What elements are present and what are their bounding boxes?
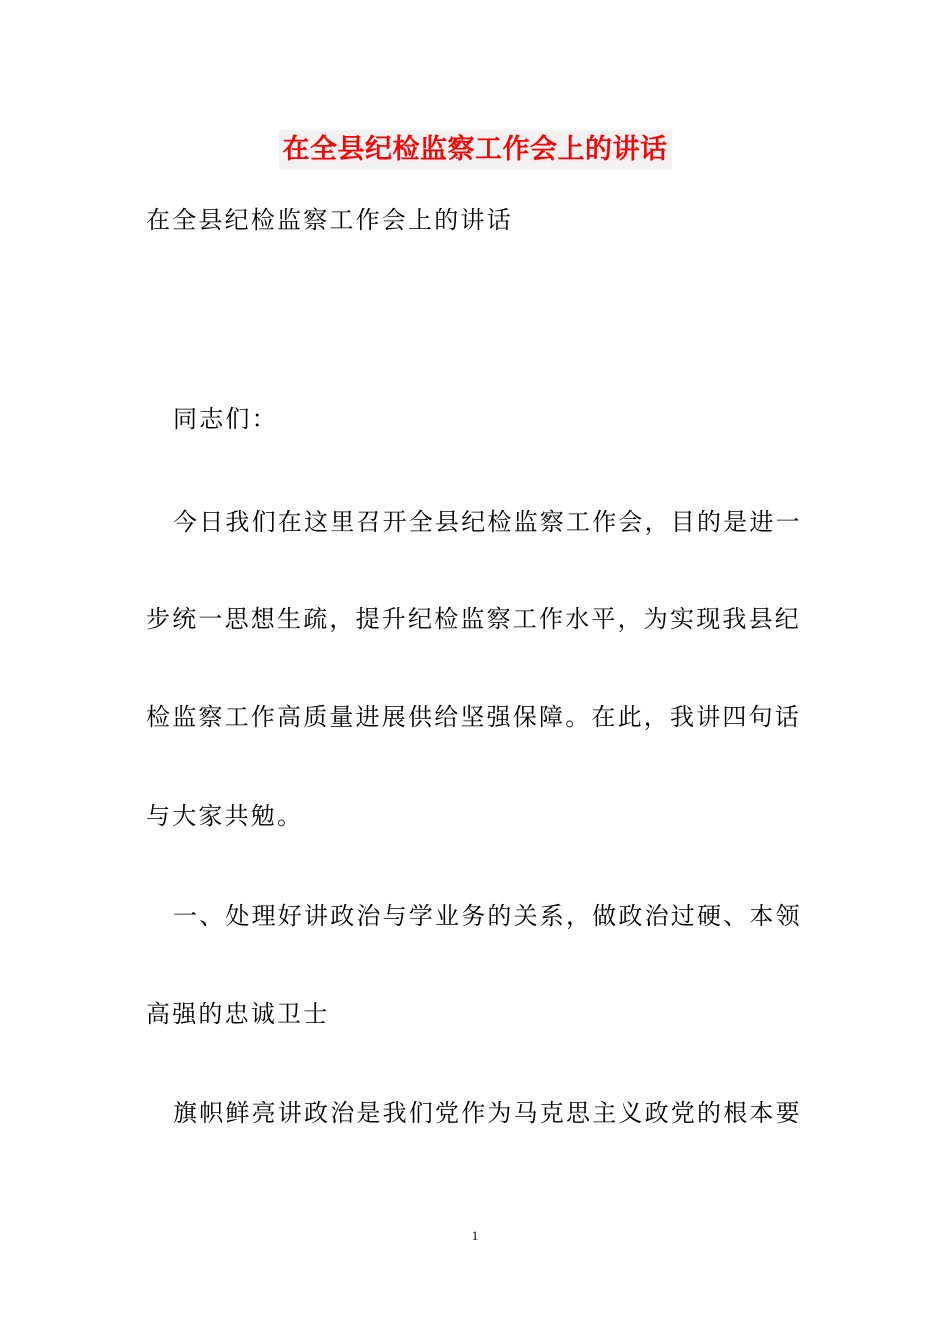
section-heading-line: 一、处理好讲政治与学业务的关系，做政治过硬、本领 (173, 902, 802, 930)
document-subtitle: 在全县纪检监察工作会上的讲话 (146, 206, 513, 234)
document-title-text: 在全县纪检监察工作会上的讲话 (279, 130, 672, 170)
section-heading-line: 高强的忠诚卫士 (146, 1000, 330, 1028)
paragraph-line: 步统一思想生疏，提升纪检监察工作水平，为实现我县纪 (146, 605, 801, 633)
paragraph-line: 今日我们在这里召开全县纪检监察工作会，目的是进一 (173, 508, 802, 536)
salutation: 同志们： (173, 405, 278, 433)
paragraph-line: 检监察工作高质量进展供给坚强保障。在此，我讲四句话 (146, 703, 801, 731)
paragraph-line: 旗帜鲜亮讲政治是我们党作为马克思主义政党的根本要 (173, 1099, 802, 1127)
document-title (0, 130, 950, 173)
paragraph-line: 与大家共勉。 (146, 802, 304, 830)
page-number: 1 (471, 1228, 479, 1243)
